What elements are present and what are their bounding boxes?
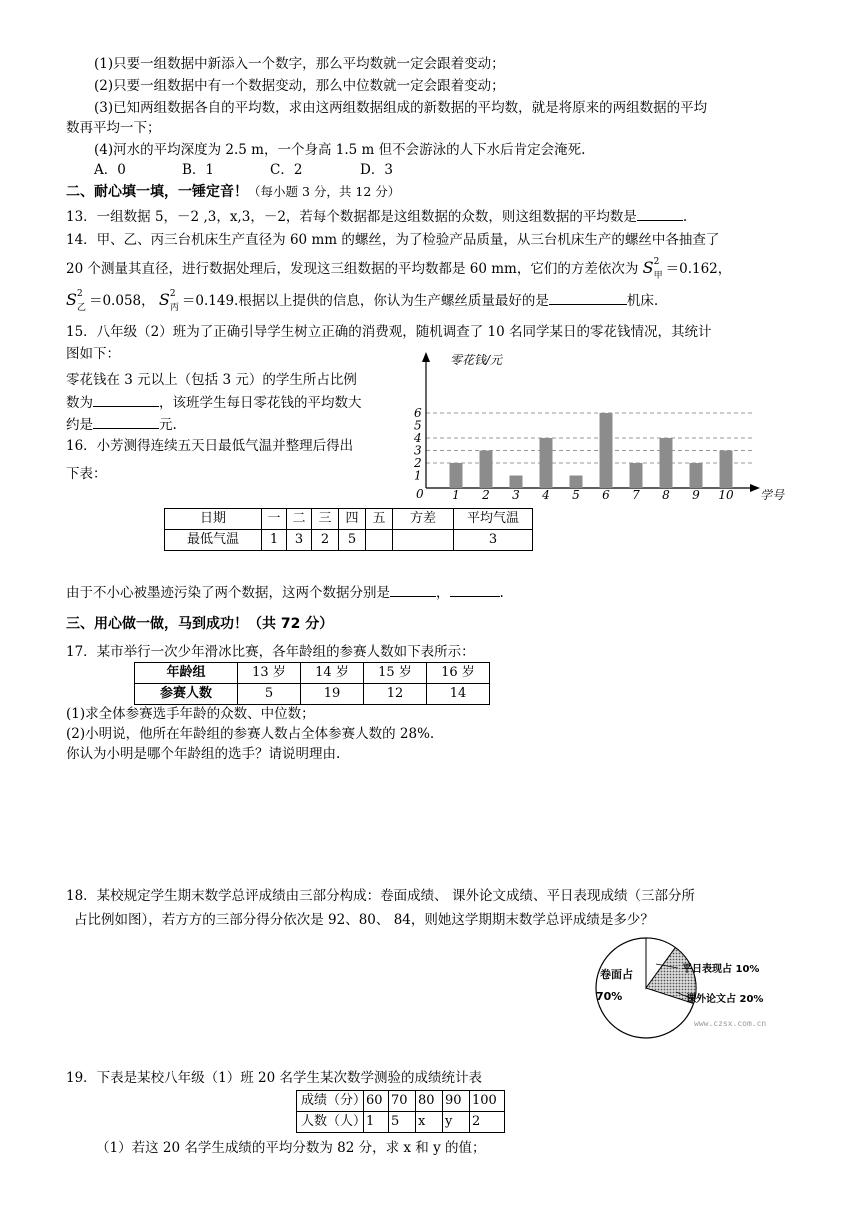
q15-l4b-text: ，该班学生每日零花钱的平均数大	[159, 395, 362, 411]
x-tick-label: 8	[662, 488, 670, 500]
variance-symbol: S	[158, 290, 170, 309]
q15-ratio-blank[interactable]	[93, 392, 159, 407]
q14-line-3	[66, 290, 658, 311]
q15-l4-text: 数为	[66, 395, 93, 411]
table-cell: 19	[301, 684, 364, 705]
score-composition-pie-chart	[582, 934, 782, 1040]
variance-jia-value: ＝0.162，	[665, 261, 732, 277]
q18-line-2: 占比例如图），若方方的三部分得分依次是 92、80、 84，则她这学期期末数学总评成绩是多少？	[74, 912, 654, 928]
score-table	[296, 1090, 505, 1133]
chart-bars	[450, 413, 733, 488]
bar	[690, 463, 703, 488]
option-b: B．1	[182, 162, 215, 178]
table-header-cell: 三	[312, 509, 339, 530]
table-cell	[366, 530, 393, 551]
table-header-cell: 100	[470, 1091, 505, 1112]
q14-line-2-text: 20 个测量其直径，进行数据处理后，发现这三组数据的平均数都是 60 mm，它们的方差依次为	[66, 261, 639, 277]
x-tick-label: 7	[632, 488, 640, 500]
q19-part-1: （1）若这 20 名学生成绩的平均分数为 82 分，求 x 和 y 的值；	[96, 1140, 486, 1156]
q15-line-3: 零花钱在 3 元以上（包括 3 元）的学生所占比例	[66, 372, 357, 388]
bar	[660, 438, 673, 488]
x-tick-label: 4	[542, 488, 550, 500]
x-tick-label: 5	[572, 488, 580, 500]
chart-gridlines	[426, 413, 754, 463]
q13-text: 13．一组数据 5，－2 ,3，x,3，－2，若每个数据都是这组数据的众数，则这组数据的平均数是	[66, 209, 637, 225]
table-header-cell: 四	[339, 509, 366, 530]
q15-line-4	[66, 392, 362, 413]
q14-answer-blank[interactable]	[549, 290, 627, 305]
table-cell: 最低气温	[165, 530, 262, 551]
option-d: D．3	[360, 162, 393, 178]
pocket-money-bar-chart	[408, 350, 788, 500]
section-2-heading	[66, 182, 400, 202]
q14-end: 机床.	[626, 293, 659, 309]
bar	[450, 463, 463, 488]
bar	[540, 438, 553, 488]
q16-comma: ，	[436, 585, 450, 601]
table-cell: 5	[389, 1112, 416, 1133]
table-row	[297, 1112, 505, 1133]
x-tick-label: 1	[452, 488, 460, 500]
table-cell: 5	[238, 684, 301, 705]
square-sup: 2	[653, 256, 660, 267]
y-tick-label: 4	[414, 431, 422, 445]
table-header-cell: 五	[366, 509, 393, 530]
pie-label-paper: 课外论文占 20%	[686, 994, 764, 1005]
square-sup: 2	[169, 288, 176, 299]
table-header-cell: 90	[443, 1091, 470, 1112]
origin-label: 0	[416, 487, 424, 500]
table-header-cell: 14 岁	[301, 663, 364, 684]
y-tick-labels	[413, 406, 422, 483]
x-tick-label: 9	[692, 488, 700, 500]
q16-tail-text: 由于不小心被墨迹污染了两个数据，这两个数据分别是	[66, 585, 390, 601]
table-header-cell: 70	[389, 1091, 416, 1112]
x-tick-label: 2	[482, 488, 490, 500]
table-header-cell: 一	[262, 509, 287, 530]
q15-l5-text: 约是	[66, 417, 93, 433]
table-header-cell: 平均气温	[454, 509, 533, 530]
table-header-cell: 二	[287, 509, 312, 530]
yi-sub: 乙	[76, 302, 86, 313]
x-tick-label: 3	[512, 488, 520, 500]
table-row	[165, 530, 533, 551]
y-tick-label: 6	[414, 406, 422, 420]
table-cell: 3	[454, 530, 533, 551]
watermark: www.czsx.com.cn	[694, 1019, 767, 1028]
y-axis-label: 零花钱/元	[450, 353, 503, 367]
q19-line-1: 19．下表是某校八年级（1）班 20 名学生某次数学测验的成绩统计表	[66, 1070, 483, 1086]
q14-line-1: 14．甲、乙、丙三台机床生产直径为 60 mm 的螺丝，为了检验产品质量，从三台机床生产的螺丝中各抽查了	[66, 232, 720, 248]
table-cell: 参赛人数	[135, 684, 238, 705]
temperature-table	[164, 508, 533, 551]
q16-line-1: 16．小芳测得连续五天日最低气温并整理后得出	[66, 438, 354, 454]
x-tick-label: 6	[602, 488, 610, 500]
q15-average-blank[interactable]	[93, 414, 159, 429]
section-3-title: 三、用心做一做，马到成功！（共 72 分）	[66, 616, 334, 632]
q15-l5b-text: 元.	[159, 417, 177, 433]
q14-line-2	[66, 258, 731, 279]
bar	[720, 451, 733, 489]
table-header-cell: 15 岁	[364, 663, 427, 684]
pie-label-exam-pct: 70%	[596, 990, 623, 1003]
table-header-cell: 13 岁	[238, 663, 301, 684]
q13-answer-blank[interactable]	[637, 206, 683, 221]
q12-statement-4: (4)河水的平均深度为 2.5 m，一个身高 1.5 m 但不会游泳的人下水后肯定会淹死.	[94, 142, 586, 158]
table-header-cell: 年龄组	[135, 663, 238, 684]
q16-tail	[66, 582, 504, 603]
table-cell: 2	[470, 1112, 505, 1133]
q15-line-1: 15．八年级（2）班为了正确引导学生树立正确的消费观，随机调查了 10 名同学某日的零花钱情况，其统计	[66, 324, 712, 340]
option-c: C．2	[270, 162, 303, 178]
bar	[480, 451, 493, 489]
variance-bing-value: ＝0.149.根据以上提供的信息，你认为生产螺丝质量最好的是	[181, 293, 549, 309]
table-header-cell: 16 岁	[427, 663, 490, 684]
table-cell: y	[443, 1112, 470, 1133]
jia-sub: 甲	[653, 270, 663, 281]
question-13	[66, 206, 687, 227]
x-axis-arrow-icon	[750, 484, 760, 492]
q15-line-2: 图如下：	[66, 346, 120, 362]
q17-part-2: (2)小明说，他所在年龄组的参赛人数占全体参赛人数的 28%.	[66, 726, 435, 742]
bing-sub: 丙	[169, 302, 179, 313]
q17-line-1: 17．某市举行一次少年滑冰比赛，各年龄组的参赛人数如下表所示：	[66, 644, 475, 660]
q12-statement-1: (1)只要一组数据中新添入一个数字，那么平均数就一定会跟着变动；	[94, 56, 505, 72]
variance-yi-value: ＝0.058，	[88, 293, 155, 309]
q12-statement-3a: (3)已知两组数据各自的平均数，求由这两组数据组成的新数据的平均数，就是将原来的两组数据的平均	[94, 100, 708, 116]
q12-statement-2: (2)只要一组数据中有一个数据变动，那么中位数就一定会跟着变动；	[94, 78, 505, 94]
section-2-title: 二、耐心填一填，一锤定音！	[66, 184, 248, 200]
y-axis-arrow-icon	[422, 352, 430, 362]
table-header-cell: 方差	[393, 509, 454, 530]
table-row	[135, 663, 490, 684]
y-tick-label: 5	[414, 418, 422, 433]
table-row	[135, 684, 490, 705]
q17-part-3: 你认为小明是哪个年龄组的选手？请说明理由.	[66, 746, 341, 762]
bar	[510, 476, 523, 489]
q17-part-1: (1)求全体参赛选手年龄的众数、中位数；	[66, 706, 315, 722]
table-cell: 1	[364, 1112, 389, 1133]
pie-label-exam: 卷面占	[600, 968, 633, 981]
q13-period: .	[682, 209, 688, 225]
q16-blank-2[interactable]	[450, 582, 500, 597]
option-a: A．0	[94, 162, 126, 178]
q16-end: .	[499, 585, 504, 601]
section-2-note: （每小题 3 分，共 12 分）	[248, 184, 401, 199]
q16-blank-1[interactable]	[390, 582, 436, 597]
y-tick-label: 2	[414, 456, 422, 470]
bar	[570, 476, 583, 489]
table-header-cell: 成绩（分）	[297, 1091, 364, 1112]
table-header-cell: 日期	[165, 509, 262, 530]
x-tick-label: 10	[718, 488, 734, 500]
pie-label-daily: 平日表现占 10%	[682, 964, 760, 975]
variance-symbol: S	[66, 290, 77, 309]
square-sup: 2	[76, 288, 83, 299]
q16-line-2: 下表：	[66, 466, 107, 482]
table-cell: 1	[262, 530, 287, 551]
age-group-table	[134, 662, 490, 705]
x-tick-labels	[452, 488, 734, 500]
q12-statement-3b: 数再平均一下；	[66, 120, 161, 136]
table-cell: 14	[427, 684, 490, 705]
q18-line-1: 18．某校规定学生期末数学总评成绩由三部分构成：卷面成绩、 课外论文成绩、平日表现成绩（三部分所	[66, 888, 695, 904]
table-row	[297, 1091, 505, 1112]
bar	[600, 413, 613, 488]
table-header-cell: 60	[364, 1091, 389, 1112]
table-cell: 5	[339, 530, 366, 551]
y-tick-label: 3	[414, 443, 422, 458]
table-cell: 12	[364, 684, 427, 705]
table-cell: 3	[287, 530, 312, 551]
table-header-cell: 80	[416, 1091, 443, 1112]
table-cell: 2	[312, 530, 339, 551]
bar	[630, 463, 643, 488]
y-tick-label: 1	[414, 468, 422, 483]
table-cell: 人数（人）	[297, 1112, 364, 1133]
table-cell	[393, 530, 454, 551]
q15-line-5	[66, 414, 177, 435]
table-row	[165, 509, 533, 530]
q12-options	[94, 160, 393, 180]
x-axis-label: 学号	[760, 488, 785, 500]
variance-symbol: S	[642, 258, 654, 277]
table-cell: x	[416, 1112, 443, 1133]
